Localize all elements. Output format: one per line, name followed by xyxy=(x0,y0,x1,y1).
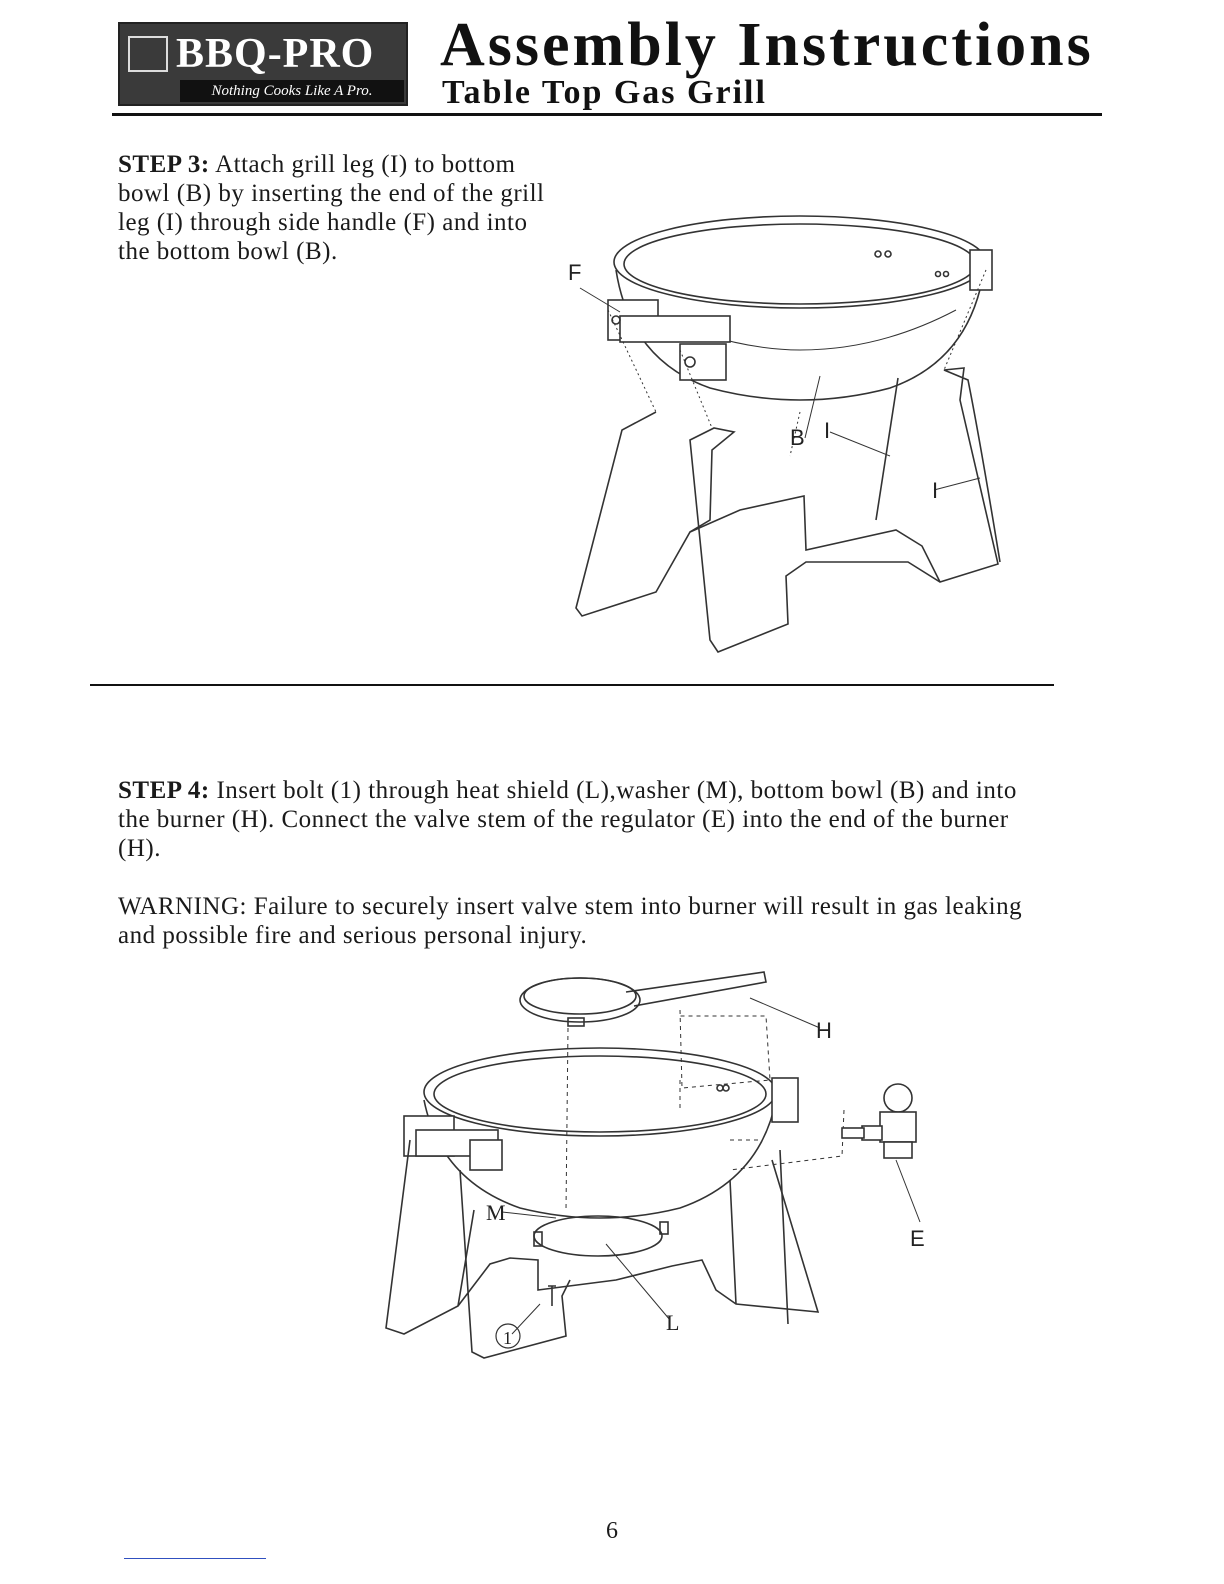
callout-i1: I xyxy=(824,418,831,443)
section-divider xyxy=(90,684,1054,686)
callout-f: F xyxy=(568,260,582,285)
logo-mark-icon xyxy=(128,36,168,72)
step3-label: STEP 3: xyxy=(118,151,210,178)
page-subtitle: Table Top Gas Grill xyxy=(442,74,767,111)
step4-instructions xyxy=(118,776,1038,863)
warning-text: WARNING: Failure to securely insert valve stem into burner will result in gas leaking and possible fire and serious personal injury. xyxy=(118,893,1023,949)
footer-link-line xyxy=(124,1558,266,1559)
step4-text: Insert bolt (1) through heat shield (L),washer (M), bottom bowl (B) and into the burner (H). Connect the valve stem of the regulator (E) into the end of the burner (H). xyxy=(118,777,1017,862)
callout-l: L xyxy=(666,1310,680,1335)
page-title: Assembly Instructions xyxy=(440,11,1094,79)
step4-diagram xyxy=(380,960,940,1360)
callout-h: H xyxy=(816,1018,832,1043)
brand-logo xyxy=(118,22,408,106)
callout-i2: I xyxy=(932,478,939,503)
callout-e: E xyxy=(910,1226,925,1251)
step3-instructions xyxy=(118,150,558,266)
callout-b: B xyxy=(790,425,805,450)
step3-diagram xyxy=(560,200,1020,670)
callout-bolt: 1 xyxy=(503,1328,512,1348)
logo-tagline: Nothing Cooks Like A Pro. xyxy=(180,80,404,102)
step4-label: STEP 4: xyxy=(118,777,210,804)
header-divider xyxy=(112,113,1102,116)
step3-text: Attach grill leg (I) to bottom bowl (B) by inserting the end of the grill leg (I) through side handle (F) and into the bottom bowl (B). xyxy=(118,151,545,265)
page-number: 6 xyxy=(606,1518,618,1544)
callout-m: M xyxy=(486,1200,506,1225)
logo-brand-text: BBQ-PRO xyxy=(176,31,375,77)
